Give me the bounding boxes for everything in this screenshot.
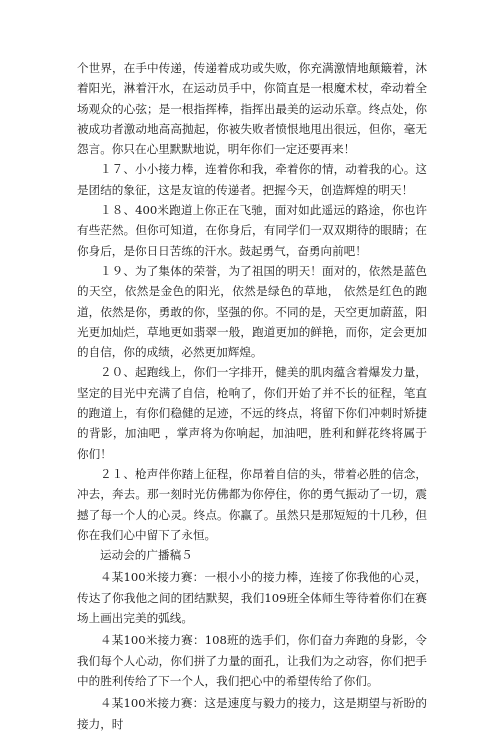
paragraph-intro: 个世界，在手中传递，传递着成功或失败，你充满激情地颠簸着，沐着阳光，淋着汗水，在运动员手中，你简直是一根魔术杖，牵动着全场观众的心弦；是一根指挥棒，指挥出最美的运动乐章。终点处，你被成功者激动地高高抛起，你被失败者愤恨地甩出很远，但你，毫无怨言。你只在心里默默地说，明年你们一定还要再来！ [77,61,427,157]
section-heading-broadcast-5: 运动会的广播稿５ [100,548,193,563]
paragraph-17: １７、小小接力棒，连着你和我，牵着你的情，动着我的心。这是团结的象征，这是友谊的传递者。把握今天，创造辉煌的明天！ [77,162,427,197]
paragraph-relay-3: ４某100米接力赛：这是速度与毅力的接力，这是期望与祈盼的接力，时 [77,696,427,731]
paragraph-18: １８、400米跑道上你正在飞驰，面对如此遥远的路途，你也许有些茫然。但你可知道，在你身后，有同学们一双双期待的眼睛；在你身后，是你日日苦练的汗水。鼓起勇气，奋勇向前吧！ [77,203,427,258]
document-body [77,58,427,734]
paragraph-20: ２０、起跑线上，你们一字排开，健美的肌肉蕴含着爆发力量，坚定的目光中充满了自信，枪响了，你们开始了并不长的征程，笔直的跑道上，有你们稳健的足迹，不远的终点，将留下你们冲刺时矫捷的背影，加油吧 ，掌声将为你响起，加油吧，胜利和鲜花终将属于你们！ [77,365,427,461]
paragraph-relay-2: ４某100米接力赛：108班的选手们，你们奋力奔跑的身影，令我们每个人心动，你们拼了力量的面孔，让我们为之动容，你们把手中的胜利传给了下一个人，我们把心中的希望传给了你们。 [77,633,427,688]
paragraph-relay-1: ４某100米接力赛：一根小小的接力棒，连接了你我他的心灵，传达了你我他之间的团结默契，我们109班全体师生等待着你们在赛场上画出完美的弧线。 [77,570,427,626]
paragraph-19: １９、为了集体的荣誉，为了祖国的明天！面对的，依然是蓝色的天空，依然是金色的阳光，依然是绿色的草地， 依然是红色的跑道，依然是你，勇敢的你，坚强的你。不同的是，天空更加蔚蓝，阳光更加灿烂，草地更如翡翠一般，跑道更加的鲜艳，而你，定会更加的自信，你的成绩，必然更加辉煌。 [77,263,427,360]
paragraph-21: ２１、枪声伴你踏上征程，你昂着自信的头，带着必胜的信念，冲去，奔去。那一刻时光仿佛都为你停住，你的勇气振动了一切，震撼了每一个人的心灵。终点。你赢了。虽然只是那短短的十几秒，但你在我们心中留下了永恒。 [77,466,427,542]
